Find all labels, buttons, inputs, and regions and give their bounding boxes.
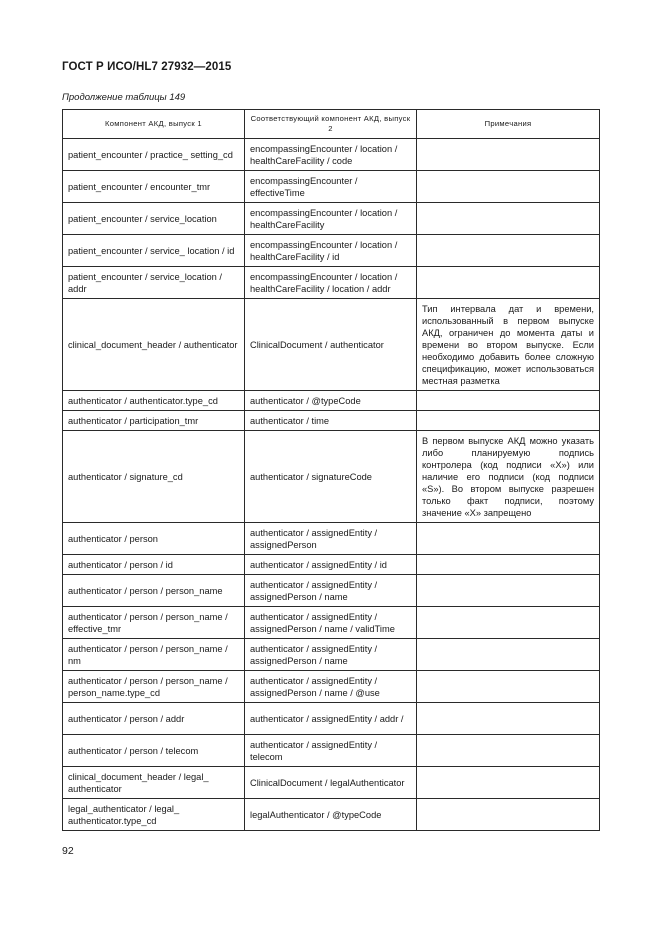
release1-cell: clinical_document_header / legal_ authenticator [63, 767, 245, 799]
release1-cell: clinical_document_header / authenticator [63, 299, 245, 391]
table-row [63, 607, 600, 639]
release2-cell: authenticator / @typeCode [245, 391, 417, 411]
notes-cell [417, 703, 600, 735]
notes-cell [417, 235, 600, 267]
release1-cell: authenticator / person / person_name / person_name.type_cd [63, 671, 245, 703]
release1-cell: authenticator / person [63, 523, 245, 555]
release2-cell: encompassingEncounter / location / healthCareFacility [245, 203, 417, 235]
column-header-release1: Компонент АКД, выпуск 1 [63, 110, 245, 139]
notes-cell [417, 735, 600, 767]
notes-cell [417, 523, 600, 555]
notes-cell [417, 391, 600, 411]
release1-cell: patient_encounter / encounter_tmr [63, 171, 245, 203]
table-row [63, 171, 600, 203]
release2-cell: authenticator / assignedEntity / id [245, 555, 417, 575]
notes-cell [417, 575, 600, 607]
release2-cell: authenticator / assignedEntity / assignedPerson / name [245, 575, 417, 607]
release1-cell: patient_encounter / service_location [63, 203, 245, 235]
release1-cell: authenticator / authenticator.type_cd [63, 391, 245, 411]
table-row [63, 575, 600, 607]
release1-cell: patient_encounter / service_location / addr [63, 267, 245, 299]
notes-cell [417, 799, 600, 831]
page-number: 92 [62, 845, 74, 857]
table-row [63, 431, 600, 523]
table-row [63, 671, 600, 703]
column-header-release2: Соответствующий компонент АКД, выпуск 2 [245, 110, 417, 139]
table-row [63, 267, 600, 299]
notes-cell [417, 411, 600, 431]
document-title: ГОСТ Р ИСО/HL7 27932—2015 [62, 61, 232, 73]
table-caption: Продолжение таблицы 149 [62, 92, 186, 103]
release1-cell: authenticator / person / person_name [63, 575, 245, 607]
release1-cell: patient_encounter / practice_ setting_cd [63, 139, 245, 171]
table-header-row [63, 110, 600, 139]
table-row [63, 299, 600, 391]
release2-cell: authenticator / signatureCode [245, 431, 417, 523]
mapping-table [62, 109, 600, 831]
release2-cell: encompassingEncounter / location / healthCareFacility / code [245, 139, 417, 171]
table-row [63, 555, 600, 575]
release2-cell: authenticator / assignedEntity / telecom [245, 735, 417, 767]
table-row [63, 391, 600, 411]
release1-cell: legal_authenticator / legal_ authenticator.type_cd [63, 799, 245, 831]
release2-cell: legalAuthenticator / @typeCode [245, 799, 417, 831]
notes-cell [417, 607, 600, 639]
notes-cell [417, 203, 600, 235]
table-row [63, 203, 600, 235]
notes-cell [417, 139, 600, 171]
notes-cell [417, 639, 600, 671]
table-row [63, 235, 600, 267]
release2-cell: authenticator / assignedEntity / assignedPerson / name [245, 639, 417, 671]
release1-cell: authenticator / signature_cd [63, 431, 245, 523]
notes-cell: Тип интервала дат и времени, использованный в первом выпуске АКД, ограничен до момента даты и времени во втором выпуске. Если необходимо добавить более сложную спецификацию, может использоваться местная разметка [417, 299, 600, 391]
table-row [63, 767, 600, 799]
table-row [63, 139, 600, 171]
release2-cell: ClinicalDocument / legalAuthenticator [245, 767, 417, 799]
release1-cell: authenticator / person / person_name / nm [63, 639, 245, 671]
release2-cell: authenticator / time [245, 411, 417, 431]
release1-cell: authenticator / person / addr [63, 703, 245, 735]
table-row [63, 523, 600, 555]
notes-cell: В первом выпуске АКД можно указать либо планируемую подпись контролера (код подписи «X») или наличие его подписи (код подписи «S»). Во втором выпуске разрешен только факт подписи, поэтому значение «X» запрещено [417, 431, 600, 523]
table-row [63, 639, 600, 671]
release1-cell: patient_encounter / service_ location / id [63, 235, 245, 267]
column-header-notes: Примечания [417, 110, 600, 139]
release2-cell: encompassingEncounter / location / healthCareFacility / location / addr [245, 267, 417, 299]
release2-cell: encompassingEncounter / location / healthCareFacility / id [245, 235, 417, 267]
notes-cell [417, 267, 600, 299]
release2-cell: authenticator / assignedEntity / assignedPerson / name / @use [245, 671, 417, 703]
release2-cell: authenticator / assignedEntity / assignedPerson / name / validTime [245, 607, 417, 639]
table-row [63, 799, 600, 831]
release1-cell: authenticator / person / person_name / effective_tmr [63, 607, 245, 639]
release2-cell: ClinicalDocument / authenticator [245, 299, 417, 391]
table-row [63, 735, 600, 767]
release2-cell: authenticator / assignedEntity / assignedPerson [245, 523, 417, 555]
release1-cell: authenticator / person / id [63, 555, 245, 575]
release1-cell: authenticator / participation_tmr [63, 411, 245, 431]
release2-cell: authenticator / assignedEntity / addr / [245, 703, 417, 735]
notes-cell [417, 767, 600, 799]
release2-cell: encompassingEncounter / effectiveTime [245, 171, 417, 203]
notes-cell [417, 171, 600, 203]
release1-cell: authenticator / person / telecom [63, 735, 245, 767]
notes-cell [417, 555, 600, 575]
notes-cell [417, 671, 600, 703]
table-row [63, 703, 600, 735]
table-row [63, 411, 600, 431]
